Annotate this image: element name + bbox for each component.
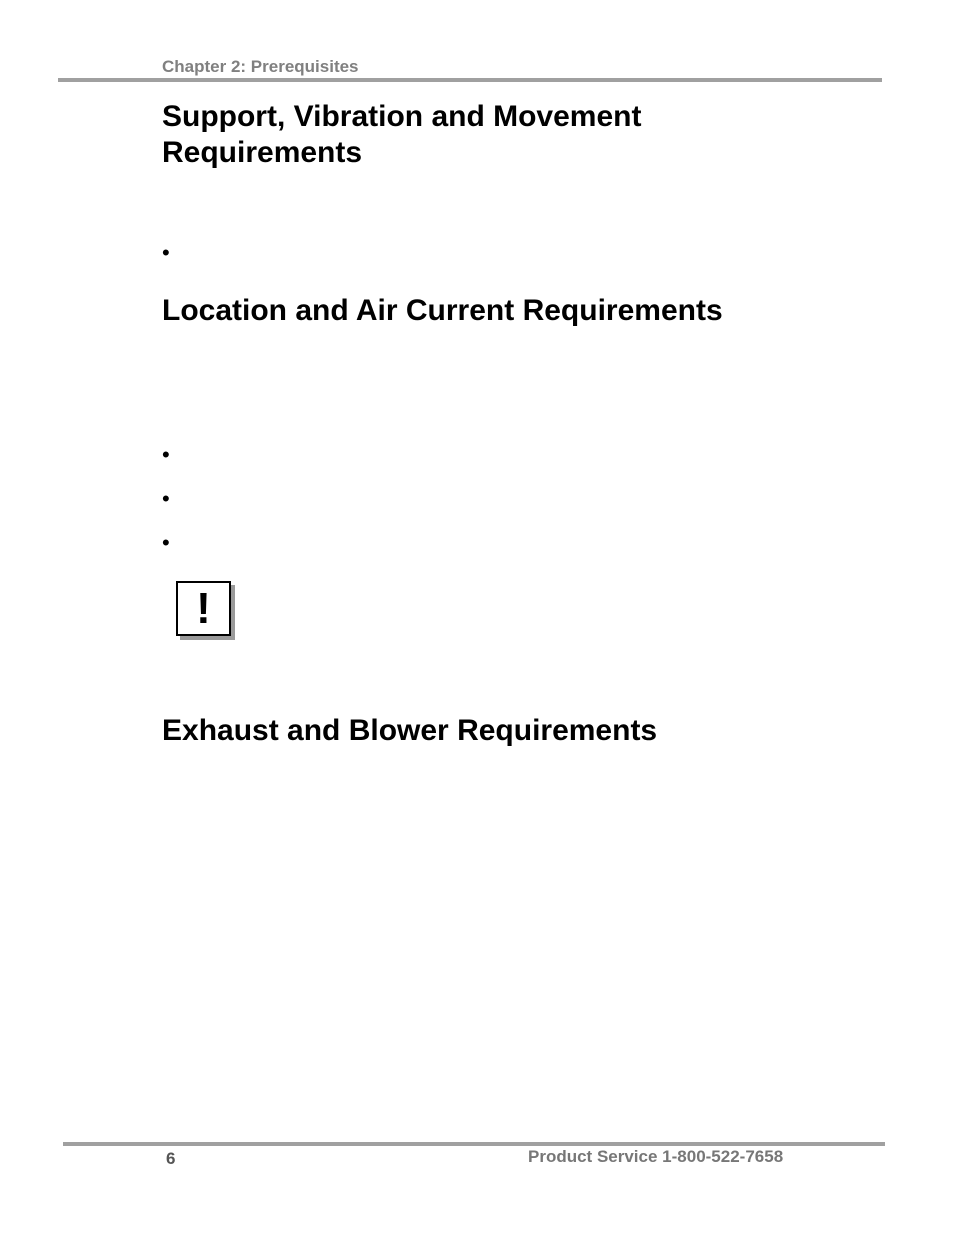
heading-location-air-current: Location and Air Current Requirements bbox=[162, 294, 723, 327]
bullet: • bbox=[162, 240, 170, 265]
chapter-header: Chapter 2: Prerequisites bbox=[162, 57, 359, 76]
bullet: • bbox=[162, 442, 170, 467]
exclamation-icon: ! bbox=[196, 583, 211, 633]
warning-box bbox=[176, 581, 231, 636]
header-rule bbox=[58, 78, 882, 82]
heading-exhaust-blower: Exhaust and Blower Requirements bbox=[162, 714, 658, 747]
heading-support-vibration-movement: Support, Vibration and Movement Requirements bbox=[162, 100, 642, 169]
page-number: 6 bbox=[166, 1149, 176, 1168]
bullet: • bbox=[162, 530, 170, 555]
footer-product-service: Product Service 1-800-522-7658 bbox=[528, 1147, 784, 1166]
bullet: • bbox=[162, 486, 170, 511]
